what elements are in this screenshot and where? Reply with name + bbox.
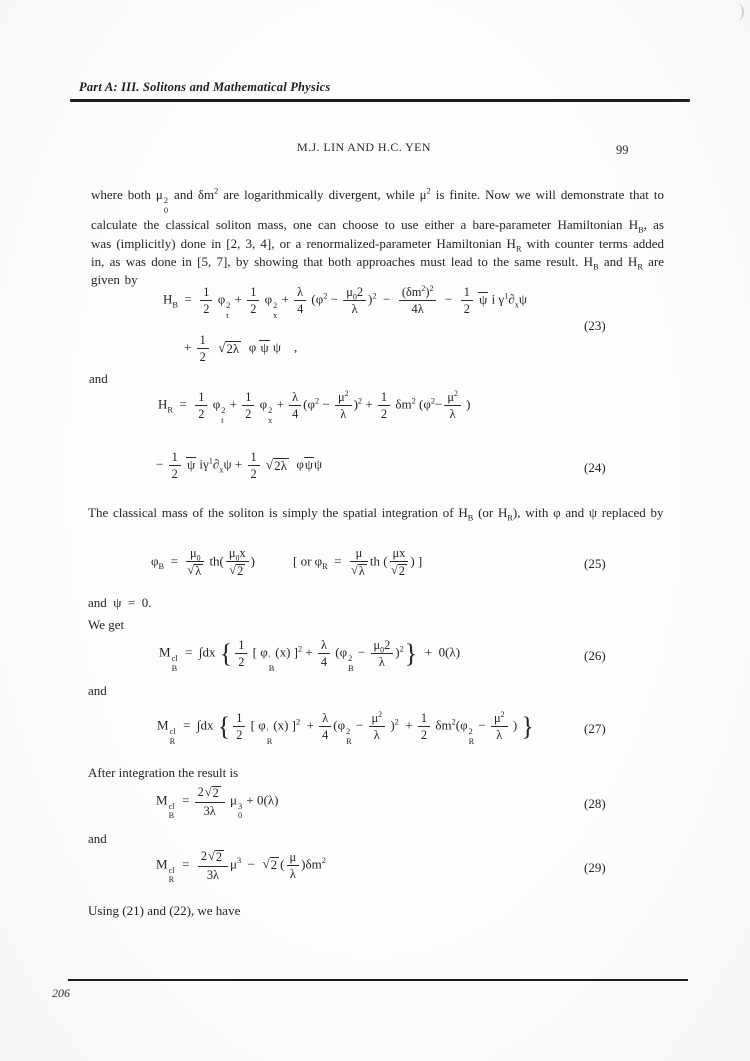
equation-29-number: (29) (584, 860, 606, 875)
paper-title: M.J. LIN AND H.C. YEN (297, 140, 431, 154)
equation-27-line-1: M cl R = ∫dx { $\frac{1}{2}$ [ φ ′ R (x) ]$^2$ + $\frac{\lambda}{4}$ (φ 2 R − $\frac{\mu^2}{\lambda}$ )$^2$ + $\frac{1}{2}$ $\delta m^2(\varphi$ 2 R − $\frac{\mu^2}{\lambda}$ ) } (157, 709, 534, 746)
scan-artifact-top-right (733, 4, 744, 20)
equation-28-line-1: M cl B = 2 √ 2 3λ μ 3 0 + 0(λ) (156, 785, 279, 821)
equation-26-line-1: M cl B = ∫dx { $\frac{1}{2}$ [ φ ′ B (x) ]$^2$ + $\frac{\lambda}{4}$ (φ 2 B − $\frac{\mu_02}{\lambda}$ )$^2$} + 0(λ) (159, 638, 461, 673)
we-get-text: We get (88, 617, 125, 632)
paragraph-intro: where both μ 2 0 and $\delta m^2$ are logarithmically divergent, while $\mu^2$ is finite. Now we will demonstrate that to calculate the classical soliton mass, one can choose to use either a bare-parameter Hamiltonian $H_B$, as was (implicitly) done in [2, 3, 4], or a renormalized-parameter Hamiltonian $H_R$ with counter terms added in, as was done in [5, 7], by showing that both approaches must lead to the same result. $H_B$ and $H_R$ are given by (91, 186, 664, 288)
connective-and-2: and (88, 683, 107, 698)
equation-25-number: (25) (584, 556, 606, 571)
footer-rule (68, 979, 688, 981)
equation-23-number: (23) (584, 318, 606, 333)
equation-24-line-2: − $\frac{1}{2}$ ψ $i\gamma^1\partial_x\psi$ + $\frac{1}{2}$ √ 2λ φψψ (156, 450, 323, 482)
running-head: Part A: III. Solitons and Mathematical Physics (79, 80, 331, 94)
connective-and-1: and (89, 371, 108, 386)
after-integration-text: After integration the result is (88, 765, 239, 780)
equation-28-number: (28) (584, 796, 606, 811)
equation-24-line-1: $H_R$ = $\frac{1}{2}$ φ 2 t + $\frac{1}{2}$ φ 2 x + $\frac{\lambda}{4}$ ($\varphi^2$ − $\frac{\mu^2}{\lambda}$ )$^2$ + $\frac{1}{2}$ $\delta m^2$ ($\varphi^2-$ $\frac{\mu^2}{\lambda}$ ) (158, 388, 471, 425)
using-text: Using (21) and (22), we have (88, 903, 241, 918)
equation-25-line-1: $\varphi_B$ = $\mu_0$ √ λ th( $\mu_0x$ √ 2 ) [ or $\varphi_R$ = μ √ λ th ( μx √ 2 ) ] (151, 546, 423, 579)
page-number-top: 99 (616, 143, 629, 157)
equation-26-number: (26) (584, 648, 606, 663)
equation-27-number: (27) (584, 721, 606, 736)
page-number-bottom: 206 (52, 986, 70, 1000)
equation-29-line-1: M cl R = 2 √ 2 3λ $\mu^3$ − √ 2 ( $\frac{\mu}{\lambda}$ )$\delta m^2$ (156, 849, 326, 885)
equation-23-line-1: $H_B$ = $\frac{1}{2}$ φ 2 t + $\frac{1}{2}$ φ 2 x + $\frac{\lambda}{4}$ ($\varphi^2$ − $\frac{\mu_02}{\lambda}$ )$^2$ − $\frac{(\delta m^2)^2}{4\lambda}$ − $\frac{1}{2}$ ψ i $\gamma^1\partial_x\psi$ (163, 283, 528, 320)
header-rule (70, 99, 690, 102)
psi-zero-text: and ψ = 0. (88, 595, 152, 610)
equation-24-number: (24) (584, 460, 606, 475)
equation-23-line-2: + $\frac{1}{2}$ √ 2λ φ ψ ψ , (184, 333, 298, 365)
connective-and-3: and (88, 831, 107, 846)
paragraph-classical-mass: The classical mass of the soliton is simply the spatial integration of $H_B$ (or $H_R$), with φ and ψ replaced by (88, 505, 664, 523)
